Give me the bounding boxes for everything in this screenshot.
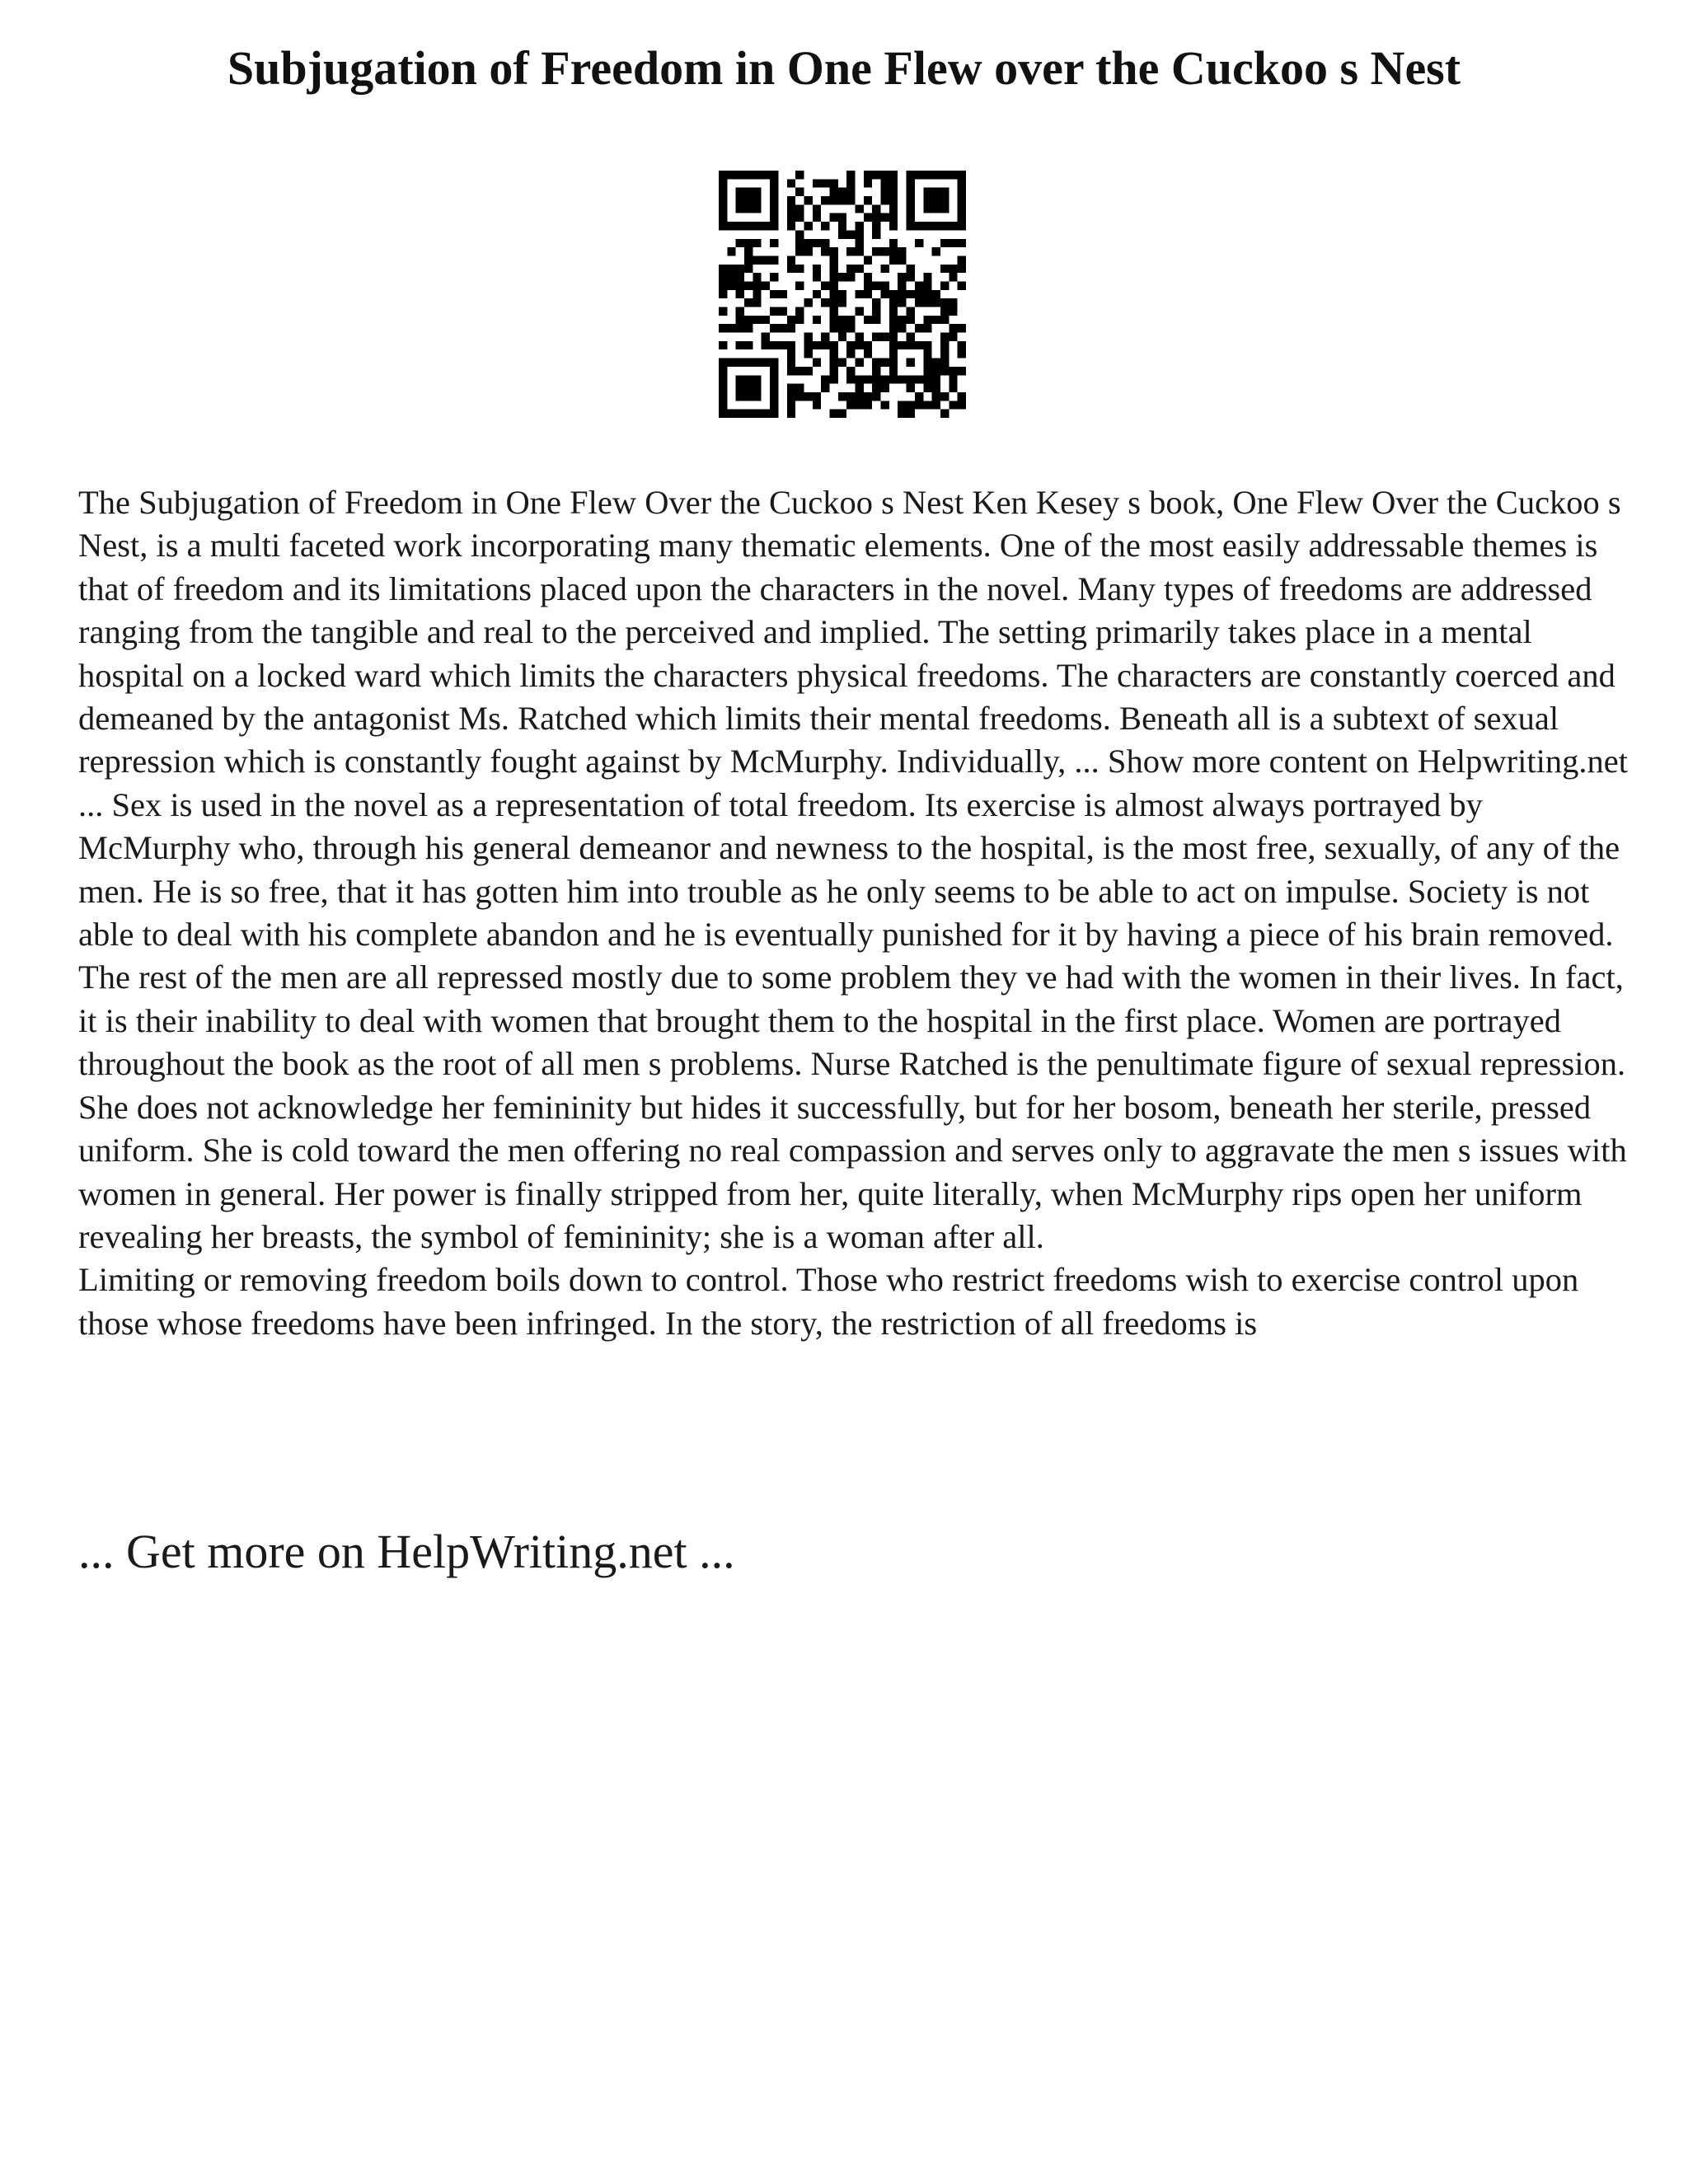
document-body	[78, 481, 1628, 1345]
body-paragraph-2: Limiting or removing freedom boils down to control. Those who restrict freedoms wish to exercise control upon those whose freedoms have been infringed. In the story, the restriction of all freedoms is	[78, 1261, 1579, 1342]
document-title: Subjugation of Freedom in One Flew over the Cuckoo s Nest	[227, 41, 1461, 95]
qr-code-graphic	[719, 171, 966, 418]
body-paragraph-1: The Subjugation of Freedom in One Flew Over the Cuckoo s Nest Ken Kesey s book, One Flew Over the Cuckoo s Nest, is a multi faceted work incorporating many thematic elements. One of the most easily addressable themes is that of freedom and its limitations placed upon the characters in the novel. Many types of freedoms are addressed ranging from the tangible and real to the perceived and implied. The setting primarily takes place in a mental hospital on a locked ward which limits the characters physical freedoms. The characters are constantly coerced and demeaned by the antagonist Ms. Ratched which limits their mental freedoms. Beneath all is a subtext of sexual repression which is constantly fought against by McMurphy. Individually, ... Show more content on Helpwriting.net ... Sex is used in the novel as a representation of total freedom. Its exercise is almost always portrayed by McMurphy who, through his general demeanor and newness to the hospital, is the most free, sexually, of any of the men. He is so free, that it has gotten him into trouble as he only seems to be able to act on impulse. Society is not able to deal with his complete abandon and he is eventually punished for it by having a piece of his brain removed. The rest of the men are all repressed mostly due to some problem they ve had with the women in their lives. In fact, it is their inability to deal with women that brought them to the hospital in the first place. Women are portrayed throughout the book as the root of all men s problems. Nurse Ratched is the penultimate figure of sexual repression. She does not acknowledge her femininity but hides it successfully, but for her bosom, beneath her sterile, pressed uniform. She is cold toward the men offering no real compassion and serves only to aggravate the men s issues with women in general. Her power is finally stripped from her, quite literally, when McMurphy rips open her uniform revealing her breasts, the symbol of femininity; she is a woman after all.	[78, 484, 1628, 1255]
qr-code-icon[interactable]	[719, 171, 966, 418]
get-more-link[interactable]: ... Get more on HelpWriting.net ...	[78, 1525, 735, 1578]
